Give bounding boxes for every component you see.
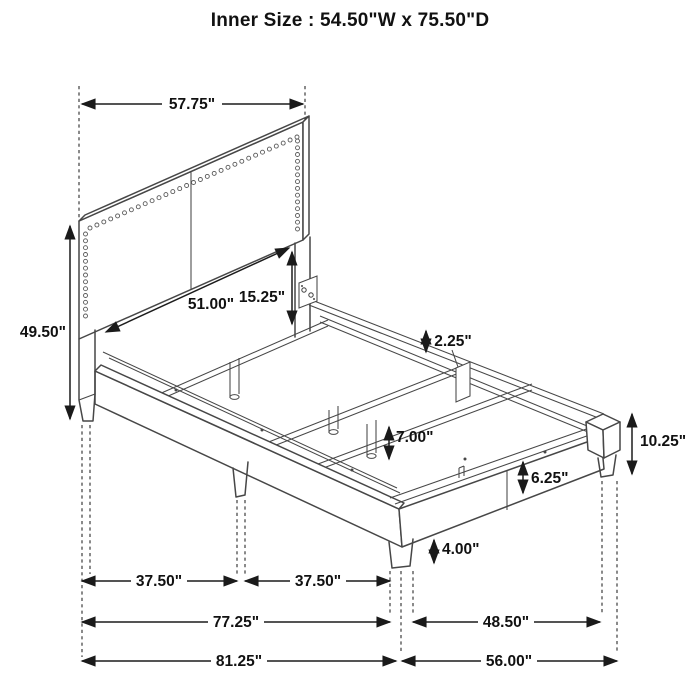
dim-side-span-front (82, 573, 237, 590)
dim-headboard-height (20, 226, 70, 419)
dim-label-side-rail-face-height: 6.25" (531, 470, 569, 487)
slat-rail-1 (150, 320, 328, 404)
dim-label-overall-depth: 81.25" (215, 653, 263, 670)
headboard-right-post (295, 237, 317, 337)
dim-rail-length-inner (82, 614, 390, 631)
dim-label-side-span-rear: 37.50" (294, 573, 342, 590)
mounting-bracket (299, 276, 317, 308)
dim-label-overall-width: 56.00" (485, 653, 533, 670)
dim-center-leg-height (389, 427, 434, 459)
extension-lines (79, 86, 617, 657)
dim-slat-rail-height (426, 331, 472, 367)
page-title: Inner Size : 54.50"W x 75.50"D (210, 10, 490, 31)
dim-label-footboard-corner-height: 10.25" (640, 433, 687, 450)
dim-overall-depth (82, 653, 396, 670)
dim-label-headboard-width: 57.75" (168, 96, 216, 113)
dim-foot-leg-height (434, 540, 480, 563)
dim-label-slat-rail-height: 2.25" (434, 333, 472, 350)
slat-leg-3 (367, 420, 376, 458)
dim-footboard-inner-width (413, 614, 600, 631)
dim-label-footboard-inner-width: 48.50" (482, 614, 530, 631)
dim-label-panel-width: 51.00" (187, 296, 235, 313)
dim-label-center-leg-height: 7.00" (396, 429, 434, 446)
dim-label-panel-to-rail-height: 15.25" (238, 289, 286, 306)
slat-end-plate (456, 362, 470, 402)
dim-label-headboard-height: 49.50" (19, 324, 66, 341)
dim-overall-width (402, 653, 617, 670)
slat-leg-1 (230, 358, 239, 399)
dim-footboard-corner-height (632, 414, 686, 474)
headboard-left-leg (79, 330, 95, 421)
slat-rail-2 (256, 362, 470, 453)
dim-label-side-span-front: 37.50" (135, 573, 183, 590)
dim-headboard-width (82, 95, 303, 113)
dim-side-span-rear (245, 573, 390, 590)
dim-label-foot-leg-height: 4.00" (442, 541, 480, 558)
slat-leg-2 (329, 406, 338, 434)
dim-label-rail-length-inner: 77.25" (212, 614, 260, 631)
